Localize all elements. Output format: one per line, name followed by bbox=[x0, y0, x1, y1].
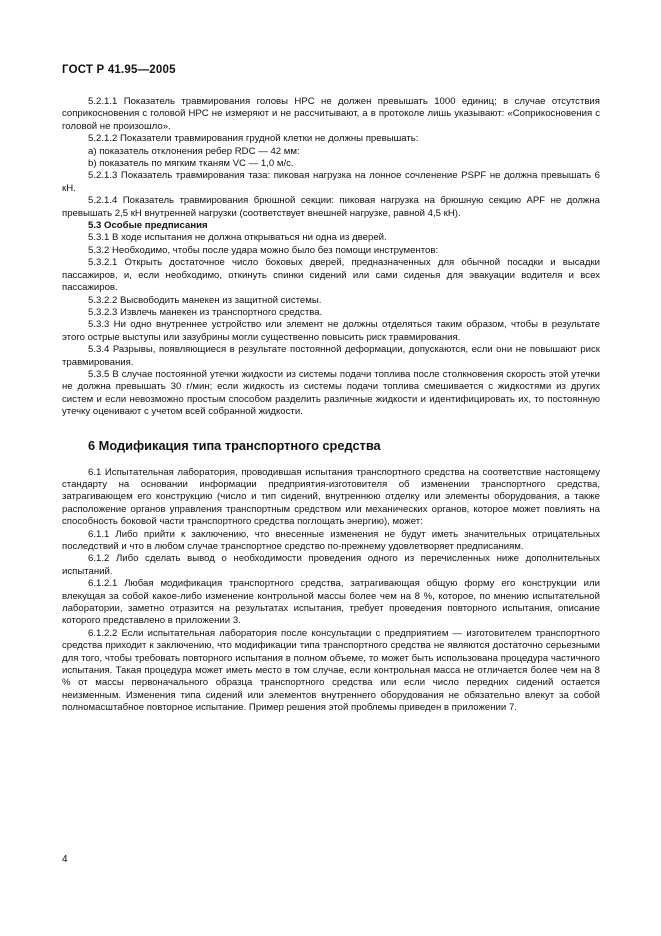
paragraph-5-3-4: 5.3.4 Разрывы, появляющиеся в результате постоянной деформации, допускаются, если они не повышают риск травмирования. bbox=[62, 344, 600, 368]
paragraph-6-1-2-1: 6.1.2.1 Любая модификация транспортного средства, затрагивающая общую форму его конструкции или влекущая за собой какое-либо изменение контрольной массы более чем на 8 %, которое, по мнению испытательной лаборатории, заметно отразится на результатах испытания, требует проведения повторного испытания, описание которого представлено в приложении 3. bbox=[62, 578, 600, 627]
paragraph-5-3-2-2: 5.3.2.2 Высвободить манекен из защитной системы. bbox=[88, 294, 322, 306]
paragraph-5-3-2-3: 5.3.2.3 Извлечь манекен из транспортного средства. bbox=[88, 306, 323, 318]
paragraph-6-1-1: 6.1.1 Либо прийти к заключению, что внесенные изменения не будут иметь значительных отрицательных последствий и что в любом случае транспортное средство по-прежнему удовлетворяет предписаниям. bbox=[62, 528, 600, 552]
paragraph-6-1-2: 6.1.2 Либо сделать вывод о необходимости проведения одного из перечисленных ниже дополнительных испытаний. bbox=[62, 553, 600, 577]
list-item-a: а) показатель отклонения ребер RDC — 42 мм: bbox=[88, 145, 300, 157]
document-page bbox=[62, 64, 600, 715]
paragraph-5-2-1-3: 5.2.1.3 Показатель травмирования таза: пиковая нагрузка на лонное сочленение PSPF не должна превышать 6 кН. bbox=[62, 170, 600, 194]
paragraph-5-3-2-1: 5.3.2.1 Открыть достаточное число боковых дверей, предназначенных для обычной посадки и высадки пассажиров, и, если необходимо, откинуть спинки сидений или сами сиденья для эвакуации водителя и всех пассажиров. bbox=[62, 257, 600, 294]
paragraph-5-2-1-2: 5.2.1.2 Показатели травмирования грудной клетки не должны превышать: bbox=[88, 133, 419, 145]
paragraph-5-2-1-4: 5.2.1.4 Показатель травмирования брюшной секции: пиковая нагрузка на брюшную секцию APF не должна превышать 2,5 кН внутренней нагрузки (соответствует внешней нагрузке, равной 4,5 кН). bbox=[62, 195, 600, 219]
list-item-b: b) показатель по мягким тканям VC — 1,0 м/с. bbox=[88, 158, 294, 170]
subsection-heading-5-3: 5.3 Особые предписания bbox=[88, 220, 208, 232]
paragraph-5-2-1-1: 5.2.1.1 Показатель травмирования головы HPC не должен превышать 1000 единиц; в случае отсутствия соприкосновения с головой HPC не измеряют и не рассчитывают, а в протоколе лишь указывают: «Соприкосновения с головой не произошло». bbox=[62, 96, 600, 132]
page-number: 4 bbox=[62, 854, 68, 865]
section-heading-6: 6 Модификация типа транспортного средства bbox=[88, 437, 381, 453]
paragraph-5-3-2: 5.3.2 Необходимо, чтобы после удара можно было без помощи инструментов: bbox=[88, 244, 439, 256]
paragraph-6-1-2-2: 6.1.2.2 Если испытательная лаборатория после консультации с предприятием — изготовителем транспортного средства приходит к заключению, что модификации типа транспортного средства не являются достаточно серьезными для того, чтобы требовать повторного испытания в полном объеме, то может быть использована процедура частичного испытания. Такая процедура может иметь место в том случае, если контрольная масса не отличается более чем на 8 % от массы первоначального образца транспортного средства или если число передних сидений остается неизменным. Изменения типа сидений или элементов внутреннего оборудования не обязательно влекут за собой полномасштабное повторное испытание. Пример решения этой проблемы приведен в приложении 7. bbox=[62, 627, 600, 714]
paragraph-5-3-1: 5.3.1 В ходе испытания не должна открываться ни одна из дверей. bbox=[88, 232, 387, 244]
paragraph-5-3-3: 5.3.3 Ни одно внутреннее устройство или элемент не должны отделяться таким образом, чтобы в результате этого острые выступы или зазубрины могли существенно повысить риск травмирования. bbox=[62, 319, 600, 343]
standard-header: ГОСТ Р 41.95—2005 bbox=[62, 64, 176, 76]
paragraph-5-3-5: 5.3.5 В случае постоянной утечки жидкости из системы подачи топлива после столкновения скорость этой утечки не должна превышать 30 г/мин; если жидкость из системы подачи топлива смешивается с жидкостями из других систем и если невозможно простым способом разделить различные жидкости и идентифицировать их, то постоянную утечку оценивают с учетом всей собранной жидкости. bbox=[62, 368, 600, 418]
paragraph-6-1: 6.1 Испытательная лаборатория, проводившая испытания транспортного средства на соответствие настоящему стандарту на основании информации предприятия-изготовителя об изменении транспортного средства, затрагивающем его конструкцию (число и тип сидений, внутреннюю отделку или элементы оборудования, а также расположение органов управления транспортным средством или механических органов, которое может повлиять на способность боковой части транспортного средства поглощать энергию), может: bbox=[62, 466, 600, 528]
